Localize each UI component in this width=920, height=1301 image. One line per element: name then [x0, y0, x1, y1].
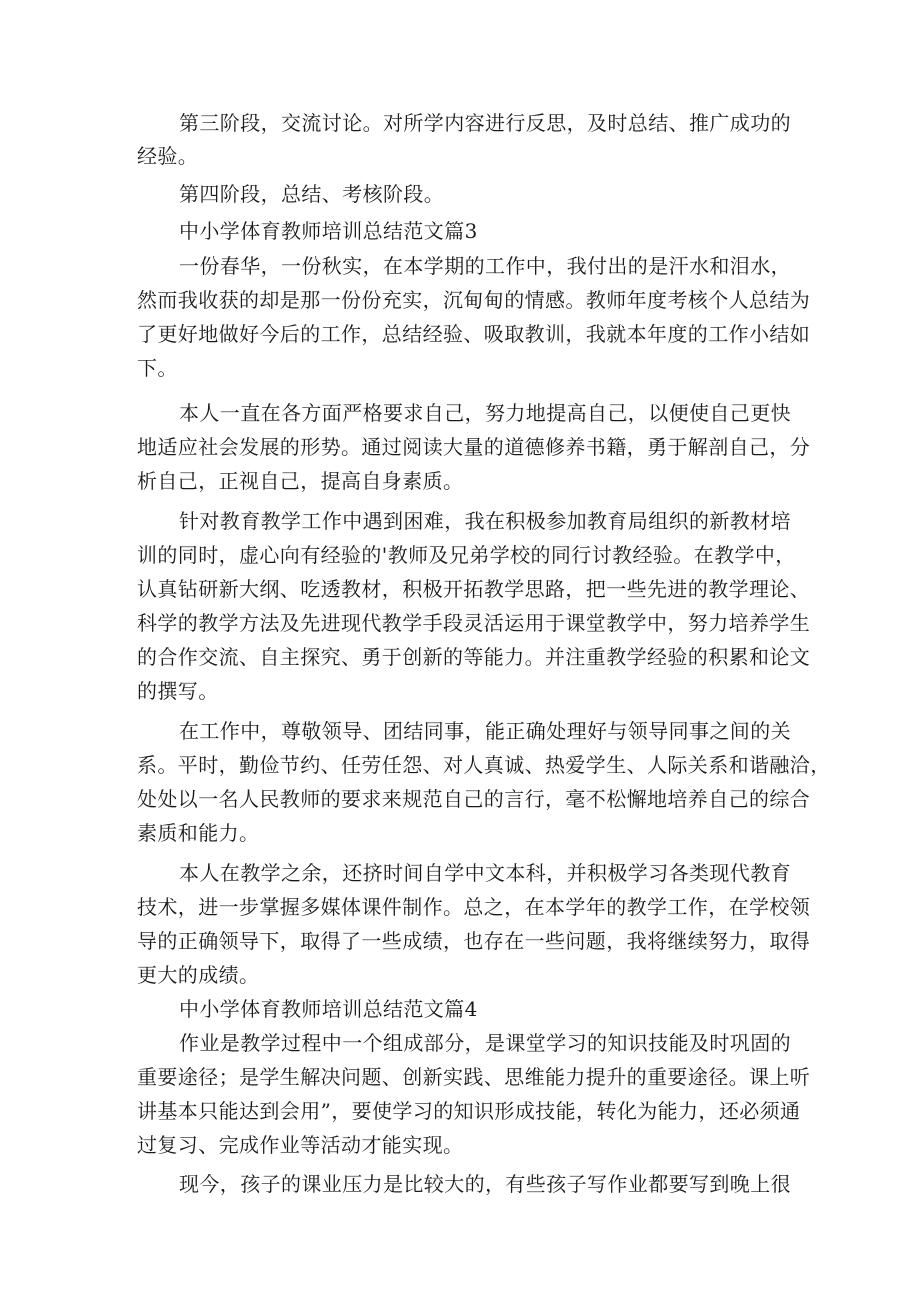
paragraph-line: 第三阶段，交流讨论。对所学内容进行反思，及时总结、推广成功的 — [179, 111, 791, 135]
paragraph-line: 了更好地做好今后的工作，总结经验、吸取教训，我就本年度的工作小结如 — [137, 322, 811, 346]
paragraph-line: 析自己，正视自己，提高自身素质。 — [137, 469, 464, 493]
paragraph-line: 的撰写。 — [137, 679, 219, 703]
paragraph-line: 下。 — [137, 356, 178, 380]
paragraph-line: 经验。 — [137, 144, 199, 168]
paragraph-line: 第四阶段，总结、考核阶段。 — [179, 182, 445, 206]
paragraph-line: 过复习、完成作业等活动才能实现。 — [137, 1133, 464, 1157]
paragraph-line: 地适应社会发展的形势。通过阅读大量的道德修养书籍，勇于解剖自己，分 — [137, 435, 811, 459]
paragraph-line: 训的同时，虚心向有经验的'教师及兄弟学校的同行讨教经验。在教学中， — [137, 543, 796, 567]
paragraph-line: 技术，进一步掌握多媒体课件制作。总之，在本学年的教学工作，在学校领 — [137, 895, 811, 919]
paragraph-line: 然而我收获的却是那一份份充实，沉甸甸的情感。教师年度考核个人总结为 — [137, 288, 811, 312]
paragraph-line: 作业是教学过程中一个组成部分，是课堂学习的知识技能及时巩固的 — [179, 1031, 791, 1055]
paragraph-line: 的合作交流、自主探究、勇于创新的等能力。并注重教学经验的积累和论文 — [137, 645, 811, 669]
paragraph-line: 导的正确领导下，取得了一些成绩，也存在一些问题，我将继续努力，取得 — [137, 929, 811, 953]
paragraph-line: 讲基本只能达到会用”，要使学习的知识形成技能，转化为能力，还必须通 — [137, 1099, 801, 1123]
paragraph-line: 认真钻研新大纲、吃透教材，积极开拓教学思路，把一些先进的教学理论、 — [137, 577, 811, 601]
section-heading: 中小学体育教师培训总结范文篇4 — [179, 997, 478, 1021]
paragraph-line: 本人一直在各方面严格要求自己，努力地提高自己，以便使自己更快 — [179, 401, 791, 425]
paragraph-line: 现今，孩子的课业压力是比较大的，有些孩子写作业都要写到晚上很 — [179, 1172, 791, 1196]
paragraph-line: 处处以一名人民教师的要求来规范自己的言行，毫不松懈地培养自己的综合 — [137, 787, 811, 811]
paragraph-line: 针对教育教学工作中遇到困难，我在积极参加教育局组织的新教材培 — [179, 509, 791, 533]
paragraph-line: 一份春华，一份秋实，在本学期的工作中，我付出的是汗水和泪水， — [179, 254, 791, 278]
paragraph-line: 重要途径；是学生解决问题、创新实践、思维能力提升的重要途径。课上听 — [137, 1065, 811, 1089]
paragraph-line: 更大的成绩。 — [137, 963, 260, 987]
paragraph-line: 在工作中，尊敬领导、团结同事，能正确处理好与领导同事之间的关 — [179, 719, 791, 743]
paragraph-line: 本人在教学之余，还挤时间自学中文本科，并积极学习各类现代教育 — [179, 861, 791, 885]
section-heading: 中小学体育教师培训总结范文篇3 — [179, 219, 478, 243]
paragraph-line: 素质和能力。 — [137, 821, 260, 845]
paragraph-line: 科学的教学方法及先进现代教学手段灵活运用于课堂教学中，努力培养学生 — [137, 611, 811, 635]
paragraph-line: 系。平时，勤俭节约、任劳任怨、对人真诚、热爱学生、人际关系和谐融洽， — [137, 753, 831, 777]
